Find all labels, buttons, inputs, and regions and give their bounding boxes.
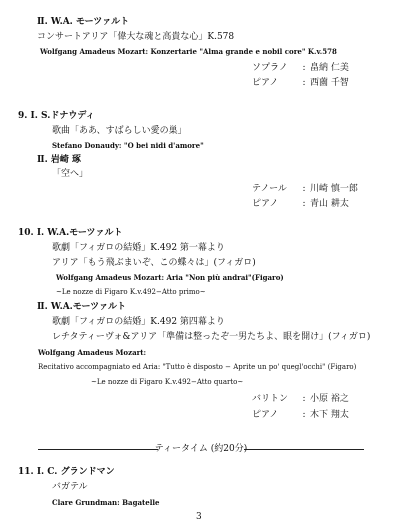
prog9-ii-title-ja: 「空へ」 — [52, 169, 89, 179]
performer-role: ピアノ — [252, 199, 279, 209]
prog10-ii-heading — [37, 301, 126, 313]
prog10-performer-1 — [252, 393, 349, 405]
prog9-performer-1 — [252, 183, 358, 195]
prog9-i-title-en: Stefano Donaudy: "O bei nidi d'amore" — [52, 141, 204, 150]
prog10-ii-marker: Ⅱ. — [37, 302, 48, 312]
performer-role: ピアノ — [252, 410, 279, 420]
performer-colon: : — [302, 63, 306, 73]
performer-name: 川崎 慎一郎 — [310, 184, 358, 194]
intermission-divider — [38, 443, 364, 455]
prog11-i-title-en: Clare Grundman: Bagatelle — [52, 498, 160, 507]
performer-colon: : — [302, 184, 306, 194]
prog11-i-composer: C. グランドマン — [47, 467, 115, 477]
divider-rule-right — [244, 449, 364, 450]
prog10-i-en2: ~Le nozze di Figaro K.v.492−Atto primo~ — [56, 288, 206, 296]
prog10-performer-2 — [252, 409, 349, 421]
prog9-number: 9. — [18, 111, 28, 121]
prog10-i-line2: アリア「もう飛ぶまいぞ、この蝶々は」(フィガロ) — [52, 258, 256, 268]
prog10-ii-line2: レチタティーヴォ&アリア「準備は整ったぞ一男たちよ、眼を開け」(フィガロ) — [52, 332, 371, 342]
performer-role: ピアノ — [252, 78, 279, 88]
performer-colon: : — [302, 199, 306, 209]
page-number: 3 — [196, 512, 202, 522]
performer-name: 青山 耕太 — [310, 199, 349, 209]
prog10-number: 10. — [18, 228, 34, 238]
prog10-ii-en1: Wolfgang Amadeus Mozart: — [38, 348, 147, 357]
performer-name: 畠納 仁美 — [310, 63, 349, 73]
prog8-ii-marker: Ⅱ. — [37, 17, 48, 27]
prog9-ii-marker: Ⅱ. — [37, 155, 48, 165]
prog8-ii-title-ja: コンサートアリア「偉大な魂と高貴な心」K.578 — [37, 32, 235, 42]
prog9-heading — [18, 110, 95, 122]
prog10-i-en1: Wolfgang Amadeus Mozart: Aria "Non più andrai"(Figaro) — [56, 273, 284, 282]
prog8-ii-heading — [37, 16, 129, 28]
prog10-i-marker: Ⅰ. — [36, 228, 45, 238]
prog9-i-marker: Ⅰ. — [30, 111, 38, 121]
performer-colon: : — [302, 394, 306, 404]
performer-role: バリトン — [252, 394, 289, 404]
prog9-ii-heading — [37, 154, 81, 166]
performer-role: テノール — [252, 184, 287, 194]
prog11-i-title-ja: バガテル — [52, 482, 88, 492]
prog9-performer-2 — [252, 198, 349, 210]
performer-role: ソプラノ — [252, 63, 288, 73]
prog8-performer-2 — [252, 77, 349, 89]
prog9-i-title-ja: 歌曲「ああ、すばらしい愛の巣」 — [52, 126, 187, 136]
prog8-ii-composer: W.A. モーツァルト — [50, 17, 130, 27]
prog11-heading — [18, 466, 115, 478]
prog9-i-composer: S.ドナウディ — [41, 111, 95, 121]
prog10-ii-composer: W.A.モーツァルト — [50, 302, 127, 312]
prog10-ii-line1: 歌劇「フィガロの結婚」K.492 第四幕より — [52, 317, 225, 327]
prog10-ii-en2: Recitativo accompagniato ed Aria: "Tutto è disposto − Aprite un po' quegl'occhi" (Figaro) — [38, 363, 357, 371]
prog8-ii-title-en: Wolfgang Amadeus Mozart: Konzertarie "Alma grande e nobil core" K.v.578 — [40, 47, 337, 56]
prog8-performer-1 — [252, 62, 349, 74]
performer-name: 西薗 千智 — [310, 78, 349, 88]
performer-colon: : — [302, 410, 306, 420]
prog10-heading — [18, 227, 122, 239]
prog11-i-marker: Ⅰ. — [36, 467, 45, 477]
performer-colon: : — [302, 78, 306, 88]
intermission-label: ティータイム (約20分) — [154, 444, 248, 454]
performer-name: 木下 翔太 — [310, 410, 349, 420]
prog11-number: 11. — [18, 467, 34, 477]
prog10-ii-en3: ~Le nozze di Figaro K.v.492−Atto quarto~ — [91, 378, 244, 386]
prog9-ii-composer: 岩崎 琢 — [50, 155, 81, 165]
performer-name: 小原 裕之 — [310, 394, 349, 404]
prog10-i-line1: 歌劇「フィガロの結婚」K.492 第一幕より — [52, 243, 225, 253]
prog10-i-composer: W.A.モーツァルト — [47, 228, 123, 238]
